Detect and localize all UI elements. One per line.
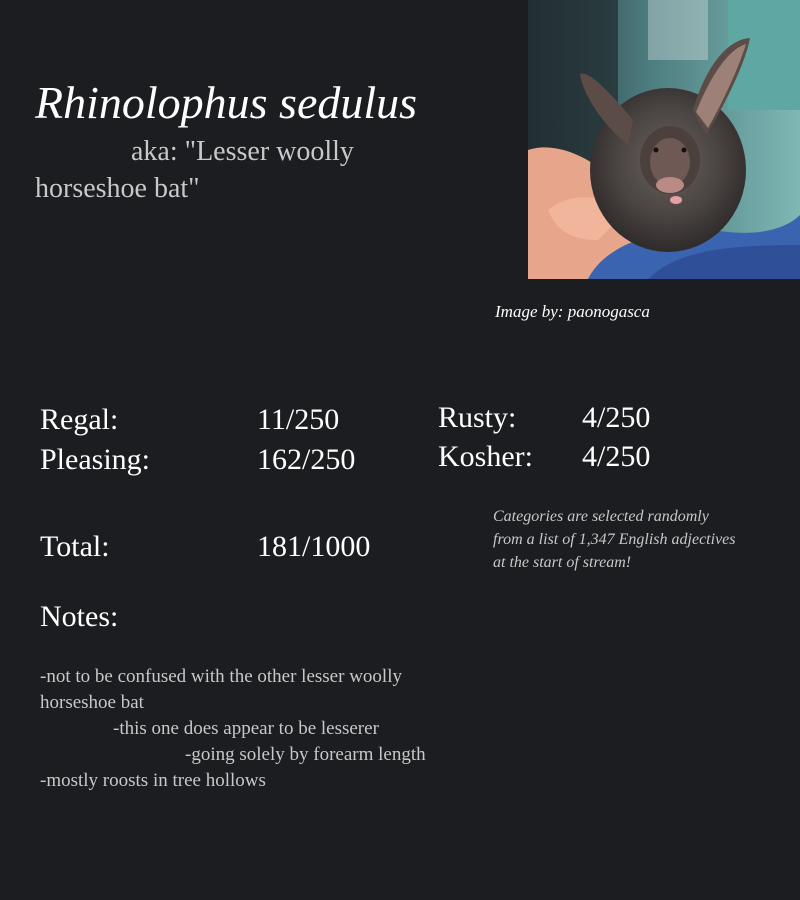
rating-value-pleasing: 162/250 [257,443,356,476]
note-line: -not to be confused with the other lesser woolly horseshoe bat [40,666,402,713]
note-line: -this one does appear to be lesserer [113,718,379,739]
rating-label-rusty: Rusty: [438,401,517,434]
total-label: Total: [40,530,110,563]
note-line: -going solely by forearm length [185,744,426,765]
rating-label-pleasing: Pleasing: [40,443,150,476]
notes-list [40,664,470,794]
common-name: aka: "Lesser woolly horseshoe bat" [35,136,354,204]
rating-value-regal: 11/250 [257,403,340,436]
species-name: Rhinolophus sedulus [35,77,418,128]
note-line: -mostly roosts in tree hollows [40,770,266,791]
image-credit: Image by: paonogasca [495,302,650,321]
bat-photo [528,0,800,279]
notes-heading: Notes: [40,600,119,633]
total-value: 181/1000 [257,530,371,563]
rating-value-rusty: 4/250 [582,401,651,434]
rating-value-kosher: 4/250 [582,440,651,473]
rating-label-regal: Regal: [40,403,119,436]
rating-label-kosher: Kosher: [438,440,533,473]
categories-note: Categories are selected randomly from a list of 1,347 English adjectives at the start of stream! [493,508,736,571]
